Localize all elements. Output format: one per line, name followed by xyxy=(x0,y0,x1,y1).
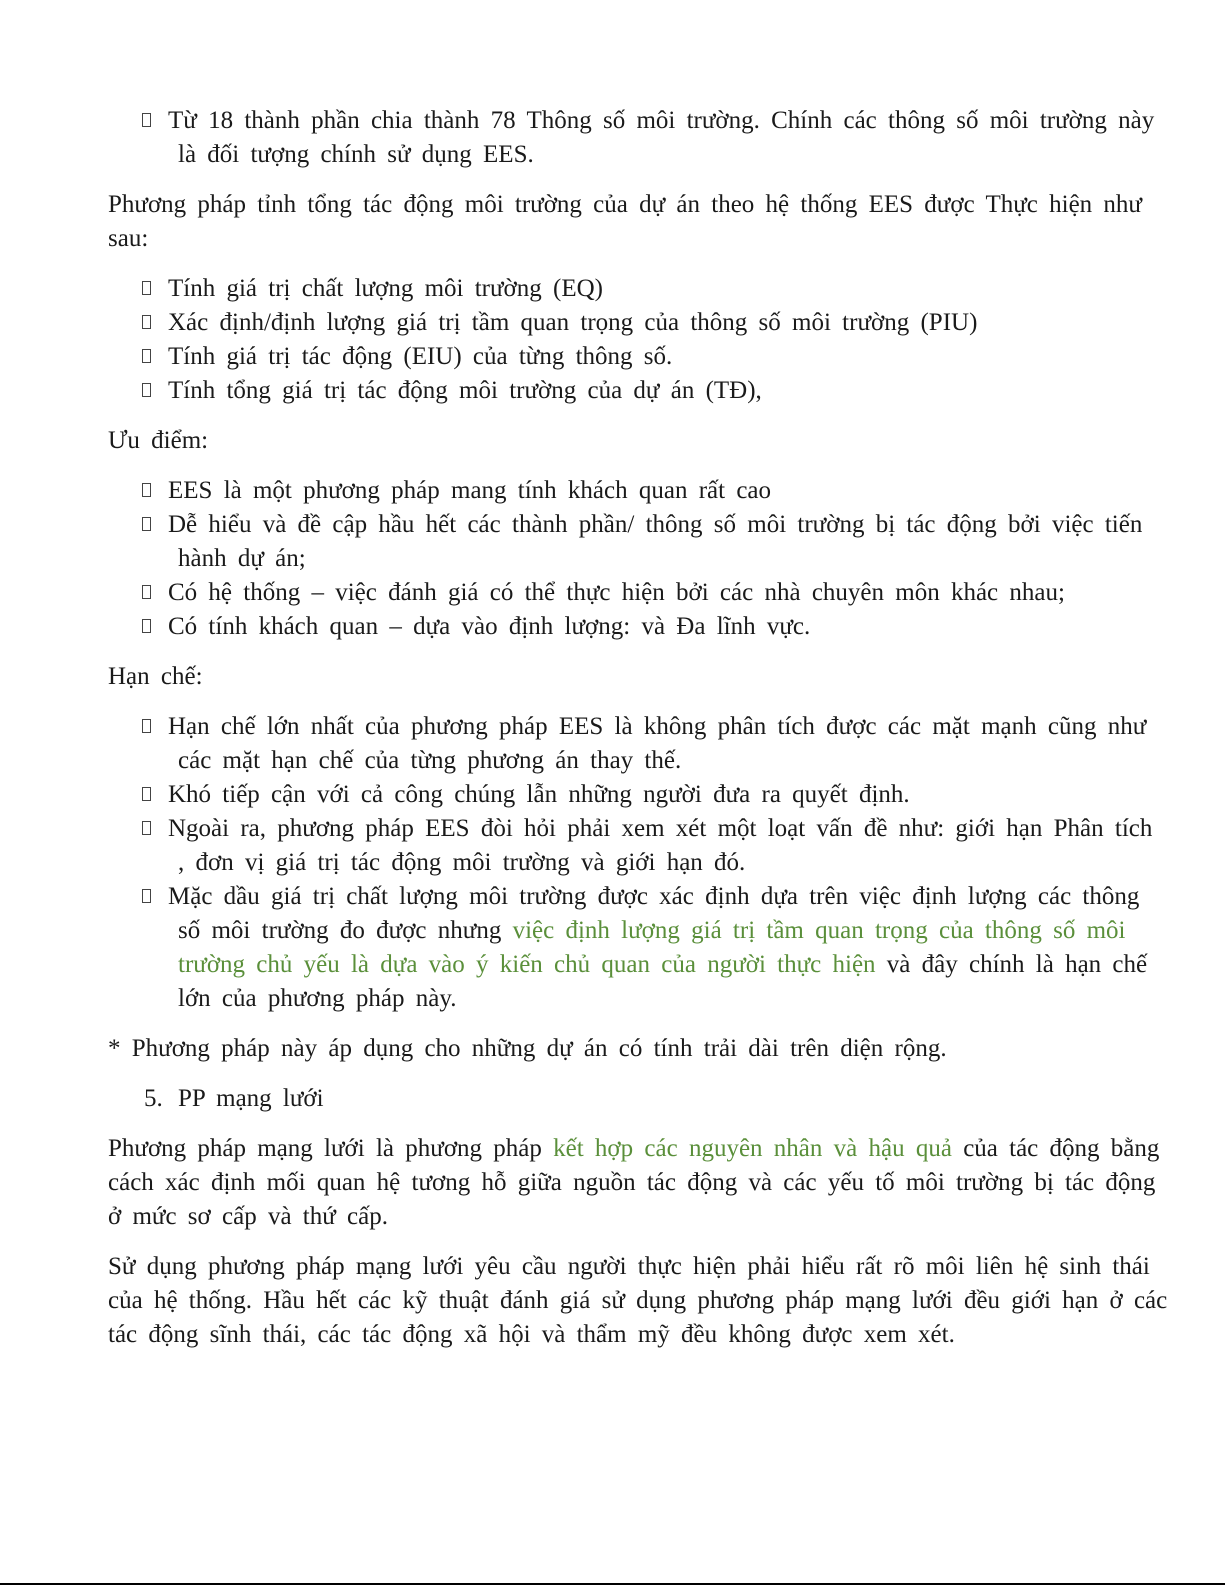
list-item: Từ 18 thành phần chia thành 78 Thông số môi trường. Chính các thông số môi trường này là đối tượng chính sử dụng EES. xyxy=(108,104,1168,172)
square-bullet-icon xyxy=(142,719,151,733)
document-page xyxy=(108,104,1168,1368)
square-bullet-icon xyxy=(142,383,151,397)
list-item: Tính giá trị tác động (EIU) của từng thông số. xyxy=(108,340,1168,374)
limitations-list xyxy=(108,710,1168,1016)
network-paragraph-2: Sử dụng phương pháp mạng lưới yêu cầu người thực hiện phải hiểu rất rõ môi liên hệ sinh thái của hệ thống. Hầu hết các kỹ thuật đánh giá sử dụng phương pháp mạng lưới đều giới hạn ở các tác động sĩnh thái, các tác động xã hội và thẩm mỹ đều không được xem xét. xyxy=(108,1253,1168,1348)
list-item: Khó tiếp cận với cả công chúng lẫn những người đưa ra quyết định. xyxy=(108,778,1168,812)
method-intro: Phương pháp tỉnh tổng tác động môi trường của dự án theo hệ thống EES được Thực hiện như sau: xyxy=(108,191,1142,252)
list-item: Dễ hiểu và đề cập hầu hết các thành phần/ thông số môi trường bị tác động bởi việc tiến hành dự án; xyxy=(108,508,1168,576)
square-bullet-icon xyxy=(142,113,151,127)
list-item: Ngoài ra, phương pháp EES đòi hỏi phải xem xét một loạt vấn đề như: giới hạn Phân tích , đơn vị giá trị tác động môi trường và giới hạn đó. xyxy=(108,812,1168,880)
square-bullet-icon xyxy=(142,517,151,531)
square-bullet-icon xyxy=(142,821,151,835)
list-item: Có hệ thống – việc đánh giá có thể thực hiện bởi các nhà chuyên môn khác nhau; xyxy=(108,576,1168,610)
square-bullet-icon xyxy=(142,889,151,903)
square-bullet-icon xyxy=(142,281,151,295)
list-item: Có tính khách quan – dựa vào định lượng: và Đa lĩnh vực. xyxy=(108,610,1168,644)
section-heading xyxy=(108,1082,1168,1116)
method-steps-list xyxy=(108,272,1168,408)
list-item: Tính giá trị chất lượng môi trường (EQ) xyxy=(108,272,1168,306)
advantages-list xyxy=(108,474,1168,644)
square-bullet-icon xyxy=(142,787,151,801)
square-bullet-icon xyxy=(142,349,151,363)
top-bullet-list xyxy=(108,104,1168,172)
list-item: Xác định/định lượng giá trị tầm quan trọng của thông số môi trường (PIU) xyxy=(108,306,1168,340)
square-bullet-icon xyxy=(142,619,151,633)
advantages-heading: Ưu điểm: xyxy=(108,427,209,454)
section-title: PP mạng lưới xyxy=(178,1085,324,1112)
list-item: Tính tổng giá trị tác động môi trường của dự án (TĐ), xyxy=(108,374,1168,408)
square-bullet-icon xyxy=(142,483,151,497)
network-paragraph-1: Phương pháp mạng lưới là phương pháp kết hợp các nguyên nhân và hậu quả của tác động bằng cách xác định mối quan hệ tương hỗ giữa nguồn tác động và các yếu tố môi trường bị tác động ở mức sơ cấp và thứ cấp. xyxy=(108,1135,1160,1230)
note: * Phương pháp này áp dụng cho những dự án có tính trải dài trên diện rộng. xyxy=(108,1035,947,1062)
square-bullet-icon xyxy=(142,315,151,329)
limitations-heading: Hạn chế: xyxy=(108,663,203,690)
section-number: 5. xyxy=(144,1085,163,1112)
list-item: Mặc dầu giá trị chất lượng môi trường được xác định dựa trên việc định lượng các thông số môi trường đo được nhưng việc định lượng giá trị tầm quan trọng của thông số môi trường chủ yếu là dựa vào ý kiến chủ quan của người thực hiện và đây chính là hạn chế lớn của phương pháp này. xyxy=(108,880,1168,1016)
list-item: EES là một phương pháp mang tính khách quan rất cao xyxy=(108,474,1168,508)
square-bullet-icon xyxy=(142,585,151,599)
highlighted-text: việc định lượng giá trị tầm quan trọng của thông số môi trường chủ yếu là dựa vào ý kiến chủ quan của người thực hiện xyxy=(178,917,1126,978)
list-item: Hạn chế lớn nhất của phương pháp EES là không phân tích được các mặt mạnh cũng như các mặt hạn chế của từng phương án thay thế. xyxy=(108,710,1168,778)
highlighted-text: kết hợp các nguyên nhân và hậu quả xyxy=(553,1135,952,1162)
